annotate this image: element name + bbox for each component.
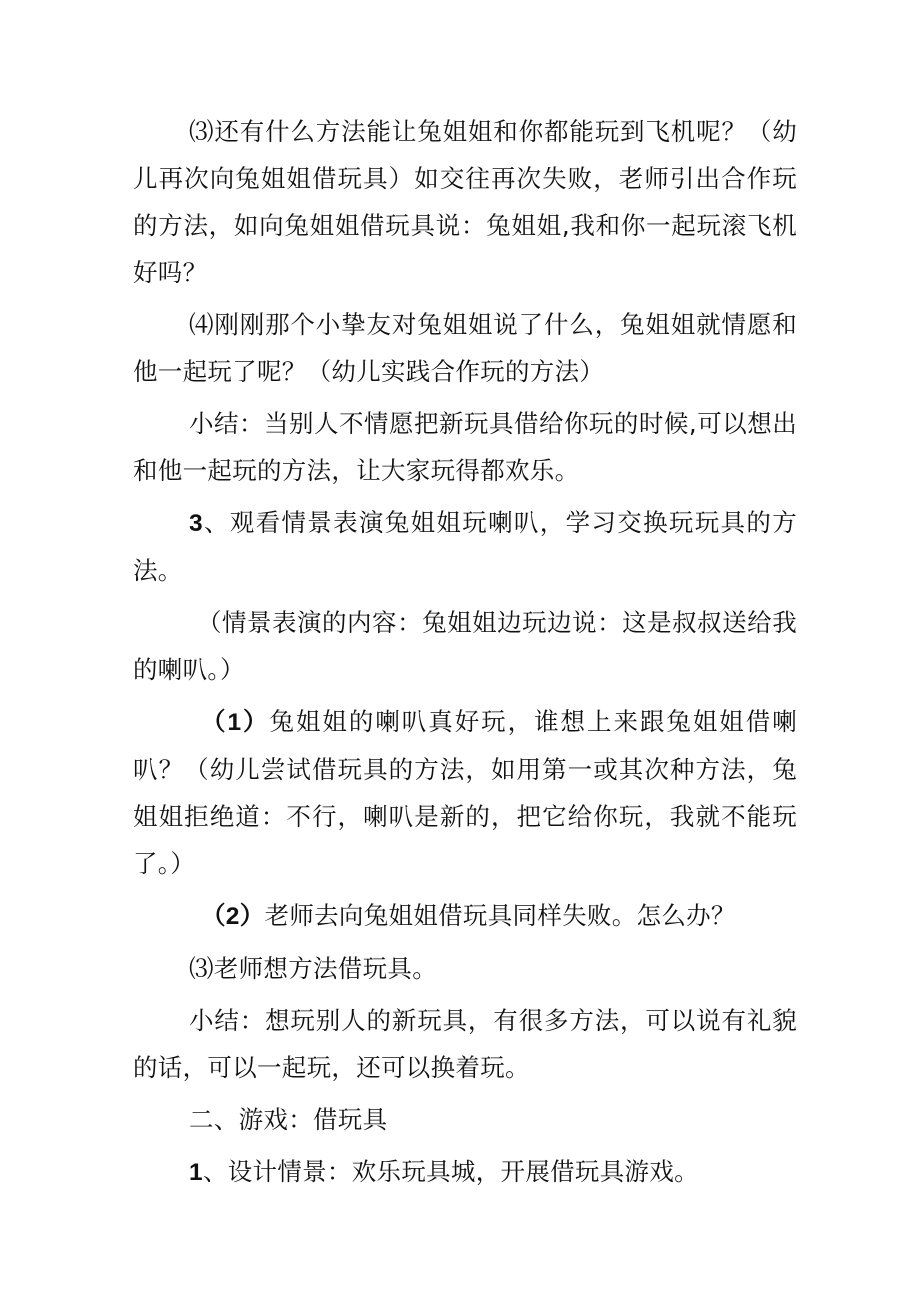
item-2 [133,892,797,940]
section-3-heading [133,499,797,594]
paragraph-summary-2: 小结：想玩别人的新玩具，有很多方法，可以说有礼貌的话，可以一起玩，还可以换着玩。 [133,1006,797,1082]
document-page [133,108,797,1201]
paragraph-borrow-plane: ⑶还有什么方法能让兔姐姐和你都能玩到飞机呢？（幼儿再次向兔姐姐借玩具）如交往再次失败，老师引出合作玩的方法，如向兔姐姐借玩具说：兔姐姐,我和你一起玩滚飞机好吗？ [133,117,797,287]
paragraph-scene-content: （情景表演的内容：兔姐姐边玩边说：这是叔叔送给我的喇叭。） [133,608,797,684]
item-2-text: 老师去向兔姐姐借玩具同样失败。怎么办？ [264,901,736,930]
item-1-text: 兔姐姐的喇叭真好玩，谁想上来跟兔姐姐借喇叭？（幼儿尝试借玩具的方法，如用第一或其次种方法，兔姐姐拒绝道：不行，喇叭是新的，把它给你玩，我就不能玩了。） [133,707,797,878]
item-1-number: （1） [201,709,270,736]
paragraph-summary-1: 小结：当别人不情愿把新玩具借给你玩的时候,可以想出和他一起玩的方法，让大家玩得都欢乐。 [133,409,797,485]
section-3-text: 、观看情景表演兔姐姐玩喇叭，学习交换玩玩具的方法。 [133,508,797,585]
item-3: ⑶老师想方法借玩具。 [189,954,437,983]
section-3-number: 3 [189,510,203,537]
part-2-item-1 [133,1148,797,1196]
part-2-title: 二、游戏：借玩具 [189,1105,388,1134]
item-1 [133,698,797,887]
part-2-item-1-number: 1 [189,1159,203,1186]
part-2-item-1-text: 、设计情景：欢乐玩具城，开展借玩具游戏。 [202,1157,699,1186]
paragraph-what-said: ⑷刚刚那个小挚友对兔姐姐说了什么，兔姐姐就情愿和他一起玩了呢？（幼儿实践合作玩的方法） [133,310,797,386]
item-2-number: （2） [201,903,265,930]
